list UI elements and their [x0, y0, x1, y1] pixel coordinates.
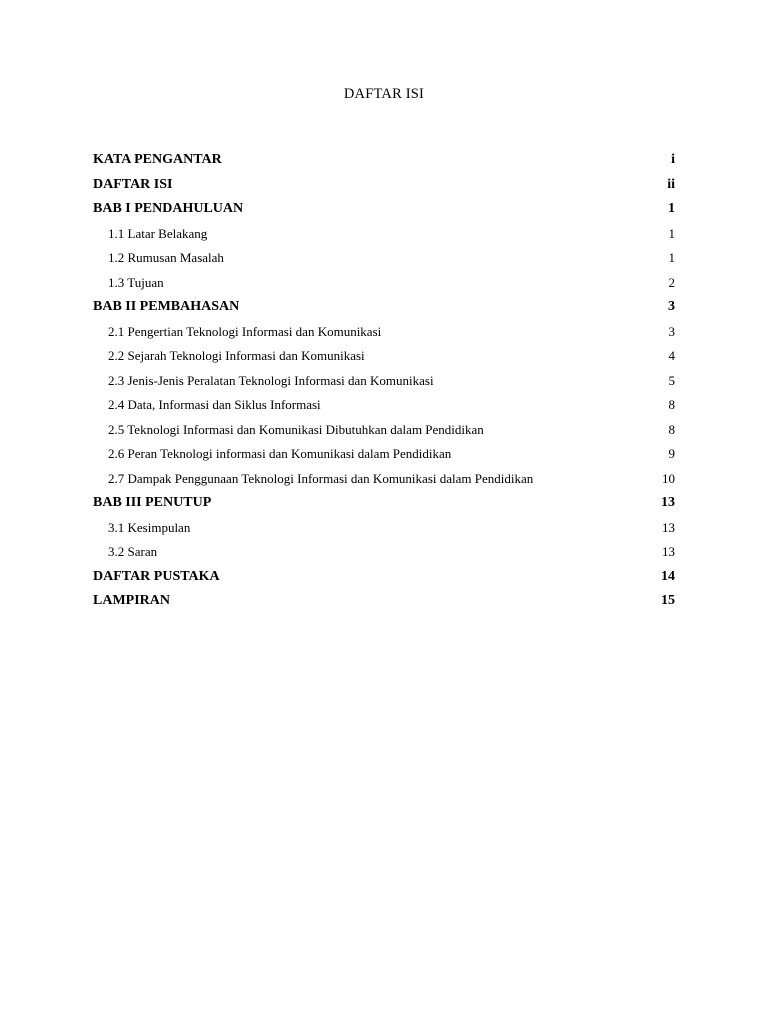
- toc-entry[interactable]: [93, 173, 675, 198]
- toc-entry-label: 1.2 Rumusan Masalah: [108, 250, 224, 265]
- toc-entry[interactable]: [93, 442, 675, 467]
- toc-entry[interactable]: [93, 393, 675, 418]
- toc-entry[interactable]: [93, 491, 675, 516]
- toc-entry-label: 2.5 Teknologi Informasi dan Komunikasi Dibutuhkan dalam Pendidikan: [108, 421, 484, 437]
- toc-entry-page: 4: [668, 348, 675, 363]
- toc-entry-page: 3: [668, 299, 675, 314]
- toc-entry[interactable]: [93, 369, 675, 394]
- toc-entry-label: 3.1 Kesimpulan: [108, 519, 191, 535]
- toc-entry-page: 3: [668, 323, 675, 339]
- toc-entry-label: LAMPIRAN: [93, 593, 170, 608]
- toc-entry-page: 1: [668, 250, 675, 265]
- toc-entry-label: KATA PENGANTAR: [93, 152, 222, 167]
- toc-entry-label: 3.2 Saran: [108, 544, 158, 559]
- toc-entry-page: 1: [668, 225, 675, 241]
- toc-entry[interactable]: [93, 222, 675, 247]
- toc-entry-page: 1: [668, 201, 675, 216]
- toc-entry-label: BAB II PEMBAHASAN: [93, 299, 240, 314]
- toc-entry[interactable]: [93, 589, 675, 614]
- toc-entry-page: 8: [668, 421, 675, 437]
- toc-entry-page: 10: [662, 470, 675, 486]
- toc-entry-label: BAB III PENUTUP: [93, 495, 212, 510]
- toc-entry-page: 13: [661, 495, 675, 510]
- toc-entry[interactable]: [93, 418, 675, 443]
- toc-entry-page: 13: [662, 544, 675, 559]
- toc-entry-label: 2.4 Data, Informasi dan Siklus Informasi: [108, 397, 321, 412]
- table-of-contents: [93, 148, 675, 614]
- toc-entry-label: 2.3 Jenis-Jenis Peralatan Teknologi Informasi dan Komunikasi: [108, 372, 434, 388]
- toc-entry[interactable]: [93, 295, 675, 320]
- toc-entry-page: ii: [667, 176, 675, 192]
- page-title: DAFTAR ISI: [343, 86, 425, 102]
- toc-entry-page: 14: [661, 568, 675, 584]
- toc-entry-label: 2.1 Pengertian Teknologi Informasi dan Komunikasi: [108, 323, 382, 339]
- toc-entry[interactable]: [93, 148, 675, 173]
- toc-entry-label: 2.2 Sejarah Teknologi Informasi dan Komunikasi: [108, 348, 365, 363]
- toc-entry-label: 1.1 Latar Belakang: [108, 225, 208, 241]
- toc-entry-label: BAB I PENDAHULUAN: [93, 201, 244, 216]
- toc-entry-page: 5: [668, 372, 675, 388]
- toc-entry-page: 9: [668, 446, 675, 461]
- toc-entry[interactable]: [93, 344, 675, 369]
- toc-entry-page: 13: [662, 519, 675, 535]
- toc-entry-page: 15: [661, 593, 675, 608]
- toc-entry-page: 8: [668, 397, 675, 412]
- toc-entry[interactable]: [93, 197, 675, 222]
- toc-entry[interactable]: [93, 565, 675, 590]
- toc-entry-label: DAFTAR ISI: [93, 176, 173, 192]
- toc-entry[interactable]: [93, 320, 675, 345]
- toc-entry[interactable]: [93, 516, 675, 541]
- toc-entry-label: 1.3 Tujuan: [108, 274, 164, 290]
- toc-entry[interactable]: [93, 271, 675, 296]
- toc-entry-page: i: [671, 152, 675, 167]
- toc-entry-label: 2.6 Peran Teknologi informasi dan Komunikasi dalam Pendidikan: [108, 446, 452, 461]
- toc-entry[interactable]: [93, 246, 675, 271]
- toc-entry-page: 2: [668, 274, 675, 290]
- toc-entry[interactable]: [93, 540, 675, 565]
- toc-entry[interactable]: [93, 467, 675, 492]
- toc-entry-label: 2.7 Dampak Penggunaan Teknologi Informasi dan Komunikasi dalam Pendidikan: [108, 470, 534, 486]
- toc-entry-label: DAFTAR PUSTAKA: [93, 568, 220, 584]
